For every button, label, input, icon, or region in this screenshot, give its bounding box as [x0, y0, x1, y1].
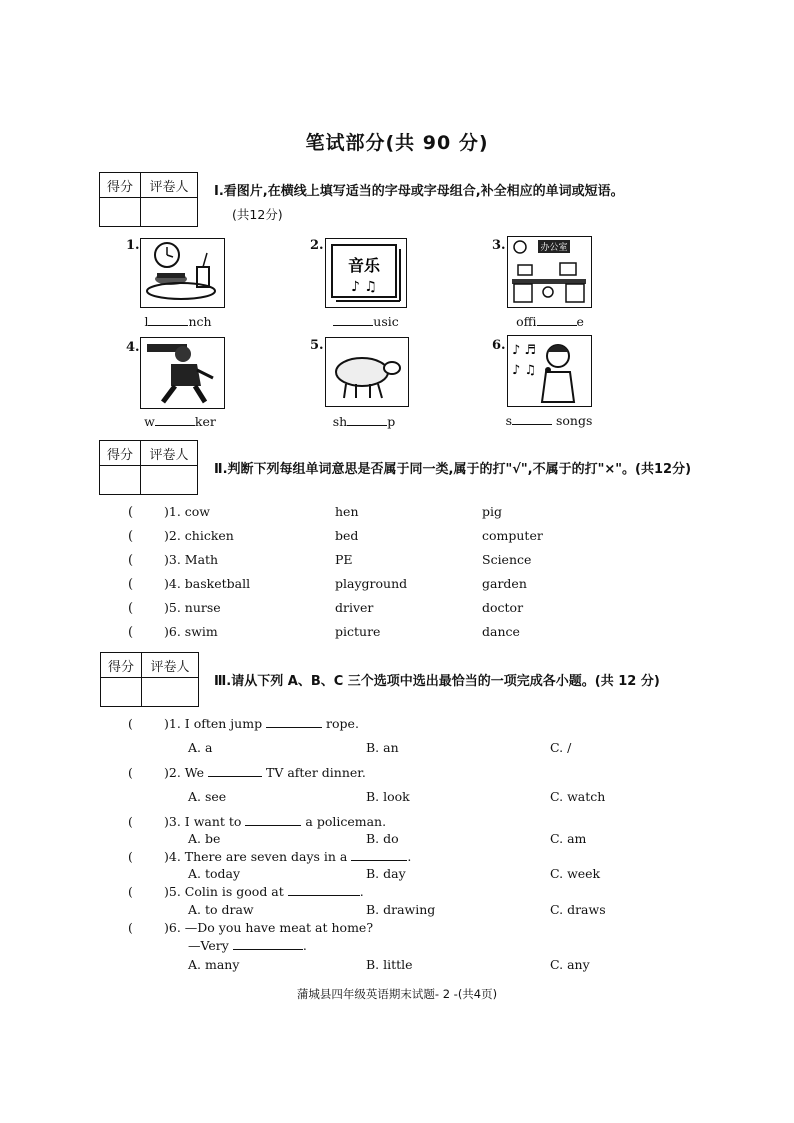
word-prefix: offi: [516, 314, 537, 329]
option-b[interactable]: B. day: [366, 866, 406, 881]
worker-icon: [141, 338, 223, 406]
grader-cell[interactable]: [142, 678, 199, 707]
answer-line-5[interactable]: [314, 414, 414, 429]
score-box-2: [99, 440, 198, 495]
grader-label: 评卷人: [142, 653, 199, 678]
answer-paren[interactable]: (: [128, 814, 133, 829]
answer-paren[interactable]: (: [128, 765, 133, 780]
judge-row: [128, 576, 133, 592]
word-suffix: nch: [188, 314, 212, 329]
section1-heading: Ⅰ.看图片,在横线上填写适当的字母或字母组合,补全相应的单词或短语。: [214, 184, 624, 199]
section2-heading: Ⅱ.判断下列每组单词意思是否属于同一类,属于的打"√",不属于的打"×"。(共12分): [214, 462, 692, 477]
blank[interactable]: [347, 415, 387, 426]
blank[interactable]: [155, 415, 195, 426]
word-a: )4. basketball: [164, 576, 251, 591]
answer-line-3[interactable]: [500, 314, 600, 329]
word-b: playground: [335, 576, 408, 591]
blank[interactable]: [208, 766, 262, 777]
word-prefix: sh: [332, 414, 348, 429]
question-text: )1. I often jump: [164, 716, 263, 731]
blank[interactable]: [266, 717, 322, 728]
judge-row: [128, 600, 133, 616]
word-suffix: p: [387, 414, 396, 429]
score-box-3: [100, 652, 199, 707]
score-cell[interactable]: [100, 198, 141, 227]
blank[interactable]: [288, 885, 360, 896]
office-icon: [508, 237, 590, 305]
sing-picture: [507, 335, 592, 407]
worker-picture: [140, 337, 225, 409]
word-c: dance: [482, 624, 520, 639]
page-title: 笔试部分(共 90 分): [305, 132, 489, 154]
option-a[interactable]: A. a: [188, 740, 213, 755]
option-c[interactable]: C. week: [550, 866, 601, 881]
score-box-1: [99, 172, 198, 227]
option-a[interactable]: A. be: [188, 831, 221, 846]
word-a: )6. swim: [164, 624, 218, 639]
music-picture: [325, 238, 407, 308]
blank[interactable]: [537, 315, 577, 326]
svg-text:♪ ♫: ♪ ♫: [512, 363, 537, 378]
word-prefix: l: [144, 314, 149, 329]
grader-cell[interactable]: [141, 466, 198, 495]
question-text: —Very: [188, 938, 229, 953]
grader-label: 评卷人: [141, 441, 198, 466]
item-number: 5.: [310, 338, 324, 353]
word-prefix: w: [144, 414, 155, 429]
score-cell[interactable]: [101, 678, 142, 707]
grader-label: 评卷人: [141, 173, 198, 198]
blank[interactable]: [512, 414, 552, 425]
sheep-picture: [325, 337, 409, 407]
word-a: )3. Math: [164, 552, 219, 567]
answer-line-2[interactable]: [316, 314, 416, 329]
word-c: garden: [482, 576, 527, 591]
question-text-end: a policeman.: [305, 814, 387, 829]
word-a: )2. chicken: [164, 528, 234, 543]
score-cell[interactable]: [100, 466, 141, 495]
item-number: 1.: [126, 238, 140, 253]
section1-points: (共12分): [232, 207, 283, 222]
word-c: computer: [482, 528, 543, 543]
item-number: 3.: [492, 238, 506, 253]
word-c: pig: [482, 504, 503, 519]
option-b[interactable]: B. little: [366, 957, 413, 972]
lunch-icon: [141, 239, 223, 305]
option-b[interactable]: B. an: [366, 740, 399, 755]
option-c[interactable]: C. am: [550, 831, 587, 846]
answer-paren[interactable]: (: [128, 716, 133, 731]
word-a: )5. nurse: [164, 600, 221, 615]
answer-paren[interactable]: (: [128, 601, 134, 616]
question-6-reply: [188, 938, 307, 953]
question-text: )2. We: [164, 765, 205, 780]
page-footer: 蒲城县四年级英语期末试题- 2 -(共4页): [296, 987, 498, 1001]
singing-boy-icon: [508, 336, 590, 404]
word-b: picture: [335, 624, 381, 639]
word-b: driver: [335, 600, 374, 615]
answer-line-6[interactable]: [494, 413, 604, 428]
answer-paren[interactable]: (: [128, 884, 133, 899]
score-label: 得分: [100, 173, 141, 198]
grader-cell[interactable]: [141, 198, 198, 227]
question-6: )6. —Do you have meat at home?: [164, 920, 374, 935]
question-4: [164, 849, 411, 864]
judge-row: [128, 552, 133, 568]
answer-paren[interactable]: (: [128, 625, 134, 640]
question-text-end: .: [302, 938, 307, 953]
judge-row: [128, 504, 133, 520]
word-suffix: e: [576, 314, 584, 329]
option-c[interactable]: C. draws: [550, 902, 606, 917]
section3-heading: Ⅲ.请从下列 A、B、C 三个选项中选出最恰当的一项完成各小题。(共 12 分): [214, 674, 660, 689]
question-2: [164, 765, 366, 780]
option-a[interactable]: A. many: [188, 957, 240, 972]
score-label: 得分: [100, 441, 141, 466]
option-c[interactable]: C. /: [550, 740, 572, 755]
item-number: 2.: [310, 238, 324, 253]
question-text-end: rope.: [326, 716, 359, 731]
question-1: [164, 716, 359, 731]
question-text-end: .: [407, 849, 412, 864]
judge-row: [128, 528, 133, 544]
option-a[interactable]: A. see: [188, 789, 227, 804]
question-5: [164, 884, 364, 899]
blank[interactable]: [233, 939, 303, 950]
answer-paren[interactable]: (: [128, 529, 134, 544]
judge-row: [128, 624, 133, 640]
word-a: )1. cow: [164, 504, 211, 519]
answer-paren[interactable]: (: [128, 505, 134, 520]
word-b: PE: [335, 552, 353, 567]
svg-text:♪ ♫: ♪ ♫: [351, 279, 377, 295]
word-suffix: songs: [552, 413, 593, 428]
score-label: 得分: [101, 653, 142, 678]
answer-paren[interactable]: (: [128, 577, 134, 592]
svg-text:♪ ♬: ♪ ♬: [512, 343, 537, 358]
answer-line-1[interactable]: [128, 314, 228, 329]
option-a[interactable]: A. today: [188, 866, 241, 881]
blank[interactable]: [333, 315, 373, 326]
question-text-end: .: [359, 884, 364, 899]
option-b[interactable]: B. drawing: [366, 902, 436, 917]
question-text: )3. I want to: [164, 814, 242, 829]
blank[interactable]: [245, 815, 301, 826]
option-c[interactable]: C. watch: [550, 789, 606, 804]
answer-paren[interactable]: (: [128, 553, 134, 568]
question-text: )5. Colin is good at: [164, 884, 284, 899]
office-sign: 办公室: [540, 243, 568, 253]
word-c: doctor: [482, 600, 524, 615]
music-book-icon: [326, 239, 404, 305]
word-c: Science: [482, 552, 532, 567]
item-number: 6.: [492, 338, 506, 353]
word-prefix: s: [505, 413, 513, 428]
office-picture: [507, 236, 592, 308]
blank[interactable]: [148, 315, 188, 326]
answer-paren[interactable]: (: [128, 849, 133, 864]
answer-line-4[interactable]: [130, 414, 230, 429]
question-3: [164, 814, 386, 829]
music-text: 音乐: [347, 256, 381, 275]
answer-paren[interactable]: (: [128, 920, 133, 935]
sheep-icon: [326, 338, 406, 404]
lunch-picture: [140, 238, 225, 308]
option-b[interactable]: B. look: [366, 789, 410, 804]
word-suffix: usic: [373, 314, 399, 329]
blank[interactable]: [351, 850, 407, 861]
word-b: bed: [335, 528, 359, 543]
item-number: 4.: [126, 340, 140, 355]
question-text: )4. There are seven days in a: [164, 849, 348, 864]
option-c[interactable]: C. any: [550, 957, 590, 972]
word-b: hen: [335, 504, 359, 519]
word-suffix: ker: [194, 414, 216, 429]
question-text-end: TV after dinner.: [265, 765, 366, 780]
option-a[interactable]: A. to draw: [188, 902, 254, 917]
option-b[interactable]: B. do: [366, 831, 399, 846]
